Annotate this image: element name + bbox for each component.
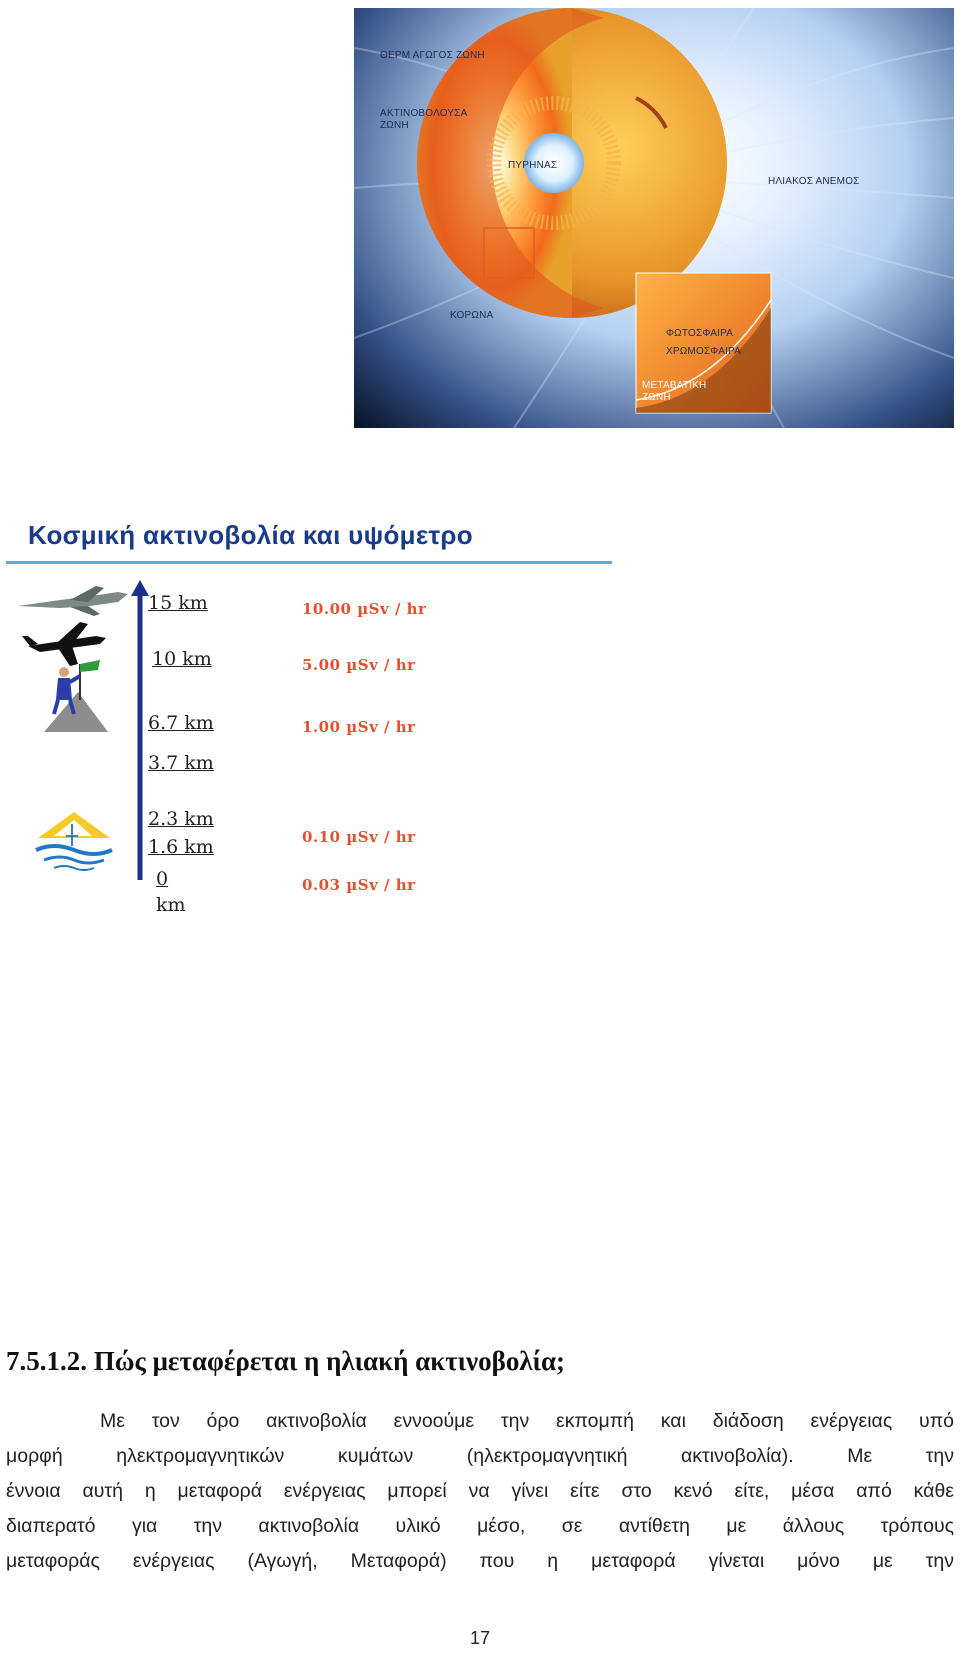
dose-label-sea-level: 0.03 µSv / hr — [302, 876, 416, 894]
body-paragraph — [6, 1404, 954, 1579]
dose-label-1-6km: 0.10 µSv / hr — [302, 828, 416, 846]
page-number: 17 — [469, 1628, 491, 1648]
altitude-label-15km: 15 km — [148, 592, 208, 614]
paragraph-line: διαπερατό για την ακτινοβολία υλικό μέσο, σε αντίθετη με άλλους τρόπους — [6, 1515, 955, 1537]
convection-zone-label: ΘΕΡΜ ΑΓΩΓΟΣ ΖΩΝΗ — [380, 50, 485, 61]
altitude-label-6-7km: 6.7 km — [148, 712, 214, 734]
altitude-label-3-7km: 3.7 km — [148, 752, 214, 774]
paragraph-line: έννοια αυτή η μεταφορά ενέργειας μπορεί να γίνει είτε στο κενό είτε, μέσα από κάθε — [6, 1480, 954, 1502]
altitude-label-0: 0 — [156, 868, 169, 890]
mountain-climber-icon — [44, 660, 108, 732]
sea-level-icon — [36, 812, 112, 870]
cosmic-radiation-title: Κοσμική ακτινοβολία και υψόμετρο — [28, 520, 473, 550]
airplane-icon — [22, 622, 106, 666]
transition-zone-label: ΜΕΤΑΒΑΤΙΚΗ ΖΩΝΗ — [642, 380, 707, 403]
solar-wind-label: ΗΛΙΑΚΟΣ ΑΝΕΜΟΣ — [768, 176, 860, 187]
photosphere-label: ΦΩΤΟΣΦΑΙΡΑ — [666, 328, 734, 339]
title-underline — [6, 561, 612, 564]
paragraph-line: μορφή ηλεκτρομαγνητικών κυμάτων (ηλεκτρομαγνητική ακτινοβολία). Με την — [6, 1445, 955, 1467]
altitude-label-2-3km: 2.3 km — [148, 808, 214, 830]
dose-label-15km: 10.00 µSv / hr — [302, 600, 427, 618]
radiative-zone-label: ΑΚΤΙΝΟΒΟΛΟΥΣΑ ΖΩΝΗ — [380, 108, 468, 131]
paragraph-line: μεταφοράς ενέργειας (Αγωγή, Μεταφορά) που η μεταφορά γίνεται μόνο με την — [6, 1550, 955, 1572]
fighter-jet-icon — [18, 586, 128, 616]
section-heading: 7.5.1.2. Πώς μεταφέρεται η ηλιακή ακτινοβολία; — [6, 1346, 566, 1376]
core-label: ΠΥΡΗΝΑΣ — [508, 160, 558, 171]
dose-label-6-7km: 1.00 µSv / hr — [302, 718, 416, 736]
corona-label: ΚΟΡΩΝΑ — [450, 310, 494, 321]
altitude-unit-label: km — [156, 894, 186, 916]
sun-structure-illustration — [354, 8, 954, 428]
altitude-label-1-6km: 1.6 km — [148, 836, 214, 858]
altitude-label-10km: 10 km — [152, 648, 212, 670]
paragraph-line: Με τον όρο ακτινοβολία εννοούμε την εκπομπή και διάδοση ενέργειας υπό — [100, 1410, 954, 1432]
chromosphere-label: ΧΡΩΜΟΣΦΑΙΡΑ — [666, 346, 742, 357]
dose-label-10km: 5.00 µSv / hr — [302, 656, 416, 674]
sun-illustration-graphic — [354, 8, 954, 428]
